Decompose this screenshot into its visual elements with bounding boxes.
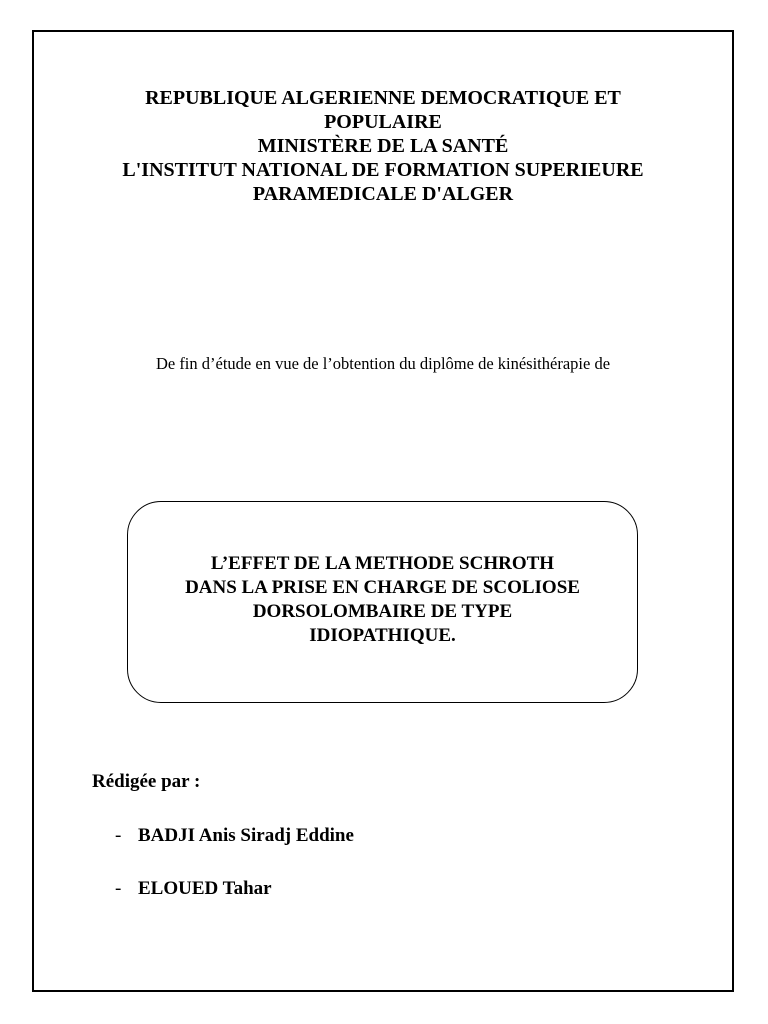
institution-header [32, 86, 734, 206]
ministry-name: MINISTÈRE DE LA SANTÉ [257, 135, 509, 157]
thesis-title [128, 552, 637, 648]
diploma-subtitle: De fin d’étude en vue de l’obtention du diplôme de kinésithérapie de [155, 354, 611, 373]
authors-label: Rédigée par : [92, 771, 201, 792]
thesis-title-line: IDIOPATHIQUE. [309, 625, 456, 646]
author-list-item [115, 877, 272, 901]
thesis-title-box [127, 501, 638, 703]
thesis-title-line: DORSOLOMBAIRE DE TYPE [252, 601, 513, 622]
thesis-title-line: DANS LA PRISE EN CHARGE DE SCOLIOSE [185, 577, 580, 598]
author-name: ELOUED Tahar [138, 878, 272, 899]
institute-name: L'INSTITUT NATIONAL DE FORMATION SUPERIEURE PARAMEDICALE D'ALGER [122, 159, 644, 205]
bullet-dash: - [115, 878, 122, 899]
thesis-title-line: L’EFFET DE LA METHODE SCHROTH [210, 553, 555, 574]
author-list-item [115, 824, 354, 848]
republic-name: REPUBLIQUE ALGERIENNE DEMOCRATIQUE ET POPULAIRE [145, 87, 621, 133]
bullet-dash: - [115, 825, 122, 846]
author-name: BADJI Anis Siradj Eddine [138, 825, 354, 846]
